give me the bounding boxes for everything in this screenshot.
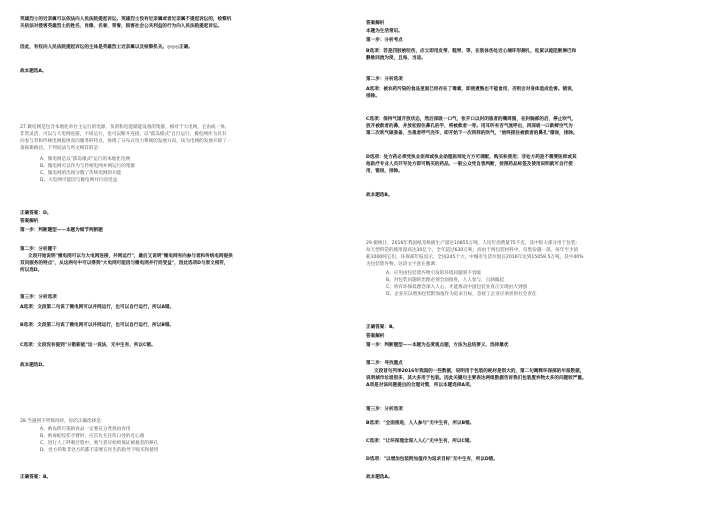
q27-analysis-b: B选项：文段第二句说了微电网可以并网运行，也可以自行运行，所以B错。 [20,323,175,328]
q29-analysis-d: D选项："以增加包装附加值作为追求目标"无中生有，所以D错。 [366,457,498,462]
text-line: 为包装废弃物。这段文字意在强调： [366,262,440,267]
text-line: 文段首句列举2016年我国的一些数据，说明用于包装的耗材是很大的，第二句阐释环保部的年报数据， [374,369,585,374]
q28-topic: 本题为生活常识。 [366,29,403,34]
option-b: B、微电网可以作为与传统电网并网运行的集群 [40,164,136,169]
option-d: D、企业应以增加包装附加值作为追求目标，忽视了企业应承担的社会责任 [386,292,537,297]
q28-step1: 第一步：分析考点 [366,38,403,43]
q27-analysis-a: A选项：文段第二句说了微电网可以并网运行，也可以自行运行，所以A错。 [20,305,175,310]
text-line: 向参与者和传统电网提供双向服务的特点，体现了分布式电力系统的发展方向，该为电网的发展开辟了一 [20,139,232,144]
text-line: 第二次吹气做准备，当患者呼气完毕，即开始下一次同样的吹气，"始终捏住被救者的鼻孔"错误，排除。 [366,131,578,136]
q28-stem: 28.当遇到下列情况时，你的正确选择是： [20,419,106,424]
text-line: 用，错误，排除。 [366,169,403,174]
option-a: A、被农药污染的食品一定要充分煮熟再食用 [40,427,131,432]
text-line: 29.据统计，2016年我国纸及纸板生产量达10855万吨，人均年消费量75千克，其中很大部分用于包装; [366,241,577,246]
text-line: A选项：被农药污染的食品里面已经存在了毒素，即使煮熟也不能食用，否则会对身体造成危害。错误， [366,87,577,92]
text-line: 耗1000吨它们，环保部年报显示，全国245个大、中城市生活垃圾在2016年达到15059.5万吨，其中40% [366,255,584,260]
q27-stem [20,124,350,152]
text-line: 条崭新路径。下列说法与所文相符的是： [20,146,103,151]
q29-step2-body [366,368,710,389]
q27-options [20,156,350,184]
q29-answer: 故本题选A。 [366,475,393,480]
q29-stem [366,240,710,268]
text-line: 文段开始说明"微电网可以与大电网连接，并网运行"，最后又说明"微电网有向参与者和传统电网提供 [28,254,233,259]
q29-step1: 第一步：判断题型——本题为态度观点题，方法为总结要义、选择最优 [366,343,509,348]
text-line: 非常灵活，可以与大电网连接，不同运行，也可以断开连接，以"孤岛模式"自行运行，微电网作为具有 [20,132,227,137]
q26-analysis [20,16,350,30]
q28-correct: 正确答案：B。 [20,475,52,480]
q27-step1: 第一步：判断题型——本题为细节判断题 [20,228,103,233]
q28-analysis-d [366,154,710,175]
text-line: D选项：处方药必须凭执业医师或执业助理医师处方方可调配，购买和使用；非处方药是不需要医师或其 [366,155,577,160]
q27-step2-head: 第二步：分析题干 [20,247,57,252]
q29-options [366,270,710,298]
option-b: B、对包装问题的治理必须全面推进，人人参与，点滴做起 [386,278,504,283]
option-c: C、进行人工呼吸过程中，吹气者应始终保证被救者的鼻孔 [40,441,159,446]
q27-step2-body [20,253,350,274]
q28-step2: 第二步：分析选项 [366,77,403,82]
q28-analysis-b [366,48,710,62]
option-d: D、大电网可能因与微电网并行而受益 [40,178,118,183]
q29-step2-head: 第二步：寻找重点 [366,361,403,366]
text-line: 所以选D。 [20,268,43,273]
q29-correct: 正确答案：B。 [366,325,398,330]
q28-analysis-c [366,116,710,137]
q29-analysis-c: C选项："让环保理念深入人心"无中生有，所以C错。 [366,439,475,444]
q27-explain-head: 答案解析 [20,219,39,224]
q29-analysis-b: B选项："全面推进，人人参与"无中生有，所以B错。 [366,421,475,426]
text-line: 英雄烈士的近亲属可以依法向人民法院提起诉讼。英雄烈士没有近亲属或者近亲属不提起诉讼的，检察机 [20,17,232,22]
text-line: 27.微电网是包含本地化单台主运行的电源、负荷和电能储能设备的集群，相对于大电网，它由或一体， [20,125,230,130]
text-line: 放开被救者的鼻，并放松捏住鼻孔的手，将被救者一旁。用耳听有否气流呼出，再深吸一口新鲜空气为 [366,124,573,129]
option-c: C、将有环保低理念深入人心，才能推动中国包装业真正实现由大到强 [386,285,528,290]
option-b: B、被毒蛇咬伤手臂时，应首先尤任伤口处的近心端 [40,434,145,439]
q27-correct: 正确答案：D。 [20,211,52,216]
q28-explain-head: 答案解析 [366,21,385,26]
q28-options [20,426,350,454]
text-line: C选项：保持气道开放状态，然后深吸一口气，张开口以封闭患者的嘴周围，在封胸部的启，停止吹气， [366,117,577,122]
q27-analysis-c: C选项：文段没有提到"分散新能"这一说法，无中生有，所以C错。 [20,343,156,348]
q27-answer: 故本题选D。 [20,363,47,368]
q26-answer: 故本题选A。 [20,69,47,74]
option-c: C、微电网的出现分散了传统电网的功能 [40,171,122,176]
text-line: 双向服务的特点"，从这两句中可以得到"大电网可能因与微电网并行而受益"，因此选项D与原文相符， [20,261,229,266]
q27-step3-head: 第三步：分析选项 [20,295,57,300]
text-line: 每天塑料袋的使用量高达30亿个，全年超过630万吨；而由于两包装材料中，仅集份越一部，每年至少消 [366,248,579,253]
text-line: 他医疗专业人员开写处方即可购买的药品，一般公众凭自我判断，按照药品标签及使用说明就可自行使 [366,162,573,167]
text-line: 静脉回流为度，且每，当适。 [366,56,426,61]
q28-answer: 故本题选B。 [366,193,393,198]
option-a: A、应用由包装废弃物引发的环境问题刻不容缓 [386,271,482,276]
q28-analysis-a [366,86,710,100]
text-line: 关依法对侵害英雄烈士的姓名、肖像、名誉、荣誉，损害社会公共利益的行为向人民法院提起诉讼。 [20,24,223,29]
q29-explain-head: 答案解析 [366,334,385,339]
option-a: A、微电网是以"孤岛模式"运行的本地化电网 [40,157,131,162]
text-line: A项是对该问题提出的合理对策，所以本题选择A项。 [366,383,475,388]
option-d: D、处方药和非处方药都不需要在医生的指导下购买和使用 [40,448,159,453]
q29-step3-head: 第三步：分析选项 [366,407,403,412]
text-line: 排除。 [366,94,380,99]
q26-conclusion: 因此，有权向人民法院提起诉讼的主体是英雄烈士近亲属以及检察机关。◎◎◎正确。 [20,45,193,50]
text-line: B选项：若是四肢被咬伤，应立即用皮带、鞋带、等，在肢体伤处近心端环形捆扎，松紧以能阻断淋巴和 [366,49,577,54]
text-line: 说明城市垃圾很多，其大多用于包装。因此关键句主要表达两组数据告诉我们包装废弃物太多的问题较严重。 [366,376,587,381]
